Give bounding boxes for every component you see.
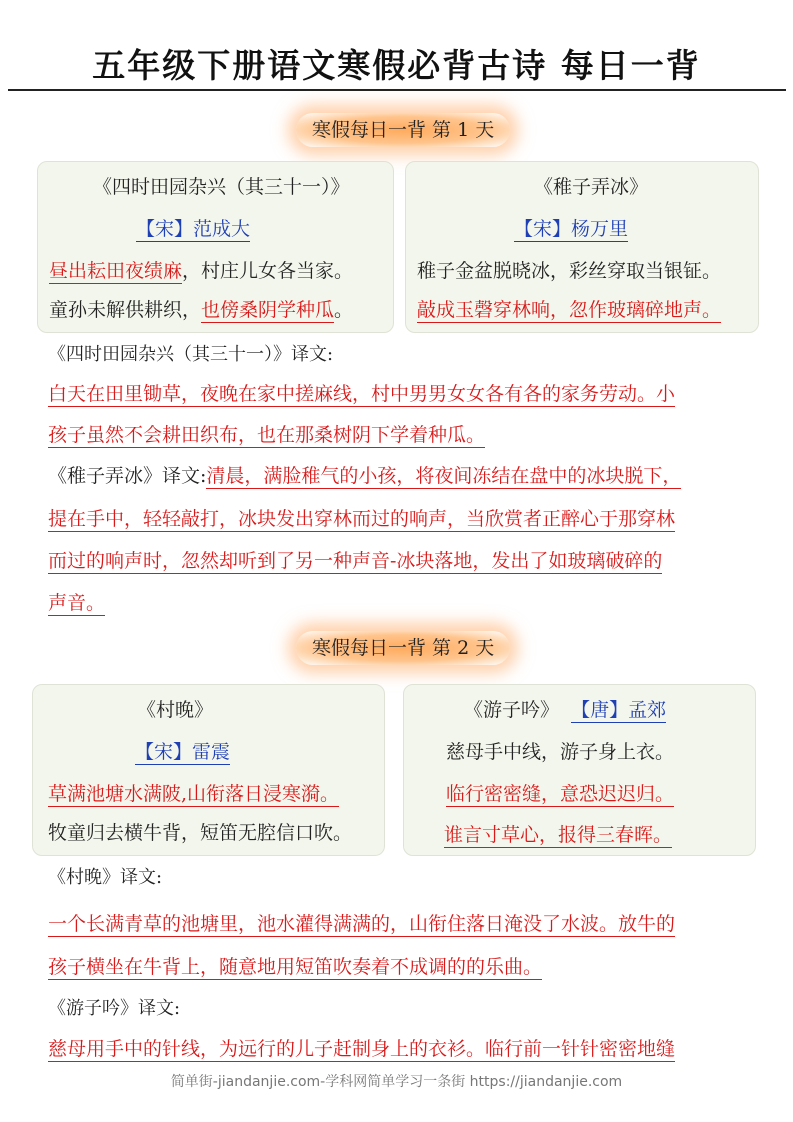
poem-line bbox=[444, 820, 672, 847]
page-footer: 简单街-jiandanjie.com-学科网简单学习一条街 https://jiandanjie.com bbox=[170, 1074, 623, 1090]
poem-line bbox=[49, 295, 353, 322]
translation-text: 孩子横坐在牛背上，随意地用短笛吹奏着不成调的的乐曲。 bbox=[48, 956, 543, 978]
translation-text: 而过的响声时，忽然却听到了另一种声音-冰块落地，发出了如玻璃破碎的 bbox=[48, 550, 663, 572]
highlighted-verse: 草满池塘水满陂,山衔落日浸寒漪。 bbox=[48, 783, 340, 805]
translation-label: 《稚子弄冰》译文: bbox=[48, 465, 207, 487]
translation-text: 白天在田里锄草，夜晚在家中搓麻线，村中男男女女各有各的家务劳动。小 bbox=[48, 383, 676, 405]
translation-label: 《村晚》译文: bbox=[48, 867, 163, 888]
translation-line bbox=[48, 420, 748, 447]
poem-line bbox=[417, 295, 721, 322]
poem-title: 《村晚》 bbox=[137, 699, 214, 721]
author-text: 【宋】范成大 bbox=[136, 218, 251, 240]
verse-text: ，村庄儿女各当家。 bbox=[182, 260, 354, 282]
translation-text: 提在手中，轻轻敲打，冰块发出穿林而过的响声，当欣赏者正醉心于那穿林 bbox=[48, 508, 676, 530]
page-title: 五年级下册语文寒假必背古诗 每日一背 bbox=[92, 46, 701, 85]
translation-line bbox=[48, 909, 748, 936]
translation-line bbox=[48, 379, 748, 406]
author-text: 【宋】杨万里 bbox=[514, 218, 629, 240]
translation-label: 《四时田园杂兴（其三十一）》译文: bbox=[48, 344, 334, 365]
translation-line bbox=[48, 461, 748, 488]
poem-title: 《稚子弄冰》 bbox=[534, 176, 649, 198]
verse-text: 童孙未解供耕织， bbox=[49, 299, 202, 321]
poem-heading bbox=[464, 695, 666, 722]
poem-title: 《四时田园杂兴（其三十一）》 bbox=[93, 176, 350, 198]
highlighted-verse: 谁言寸草心，报得三春晖。 bbox=[444, 824, 673, 846]
poem-author bbox=[514, 214, 628, 241]
highlighted-verse: 临行密密缝，意恐迟迟归。 bbox=[446, 783, 675, 805]
highlighted-verse: 昼出耘田夜绩麻 bbox=[49, 260, 183, 282]
translation-line bbox=[48, 588, 748, 615]
day-2-heading: 寒假每日一背 第 2 天 bbox=[296, 631, 510, 665]
title-divider bbox=[8, 89, 786, 91]
poem-card-day2-left bbox=[32, 684, 385, 856]
translation-line bbox=[48, 546, 748, 573]
poem-author bbox=[136, 214, 250, 241]
poem-line bbox=[446, 779, 674, 806]
translation-text: 一个长满青草的池塘里，池水灌得满满的，山衔住落日淹没了水波。放牛的 bbox=[48, 913, 676, 935]
poem-card-day2-right bbox=[403, 684, 756, 856]
poem-author bbox=[135, 737, 230, 764]
poem-line bbox=[49, 256, 353, 283]
poem-line bbox=[48, 779, 339, 806]
translation-text: 慈母用手中的针线，为远行的儿子赶制身上的衣衫。临行前一针针密密地缝 bbox=[48, 1038, 676, 1060]
day-1-heading: 寒假每日一背 第 1 天 bbox=[296, 113, 510, 147]
poem-line: 稚子金盆脱晓冰，彩丝穿取当银钲。 bbox=[417, 260, 722, 282]
translation-line bbox=[48, 504, 748, 531]
translation-line bbox=[48, 952, 748, 979]
highlighted-verse: 也傍桑阴学种瓜 bbox=[201, 299, 335, 321]
translation-text: 孩子虽然不会耕田织布，也在那桑树阴下学着种瓜。 bbox=[48, 424, 486, 446]
poem-card-day1-left bbox=[37, 161, 394, 333]
translation-label: 《游子吟》译文: bbox=[48, 998, 181, 1019]
highlighted-verse: 敲成玉磬穿林响，忽作玻璃碎地声。 bbox=[417, 299, 722, 321]
translation-text: 声音。 bbox=[48, 592, 106, 614]
translation-line bbox=[48, 1034, 748, 1061]
poem-line: 慈母手中线，游子身上衣。 bbox=[446, 741, 675, 763]
author-text: 【唐】孟郊 bbox=[571, 699, 667, 721]
translation-text: 清晨，满脸稚气的小孩，将夜间冻结在盘中的冰块脱下， bbox=[206, 465, 682, 487]
poem-card-day1-right bbox=[405, 161, 759, 333]
poem-title: 《游子吟》 bbox=[464, 699, 560, 721]
author-text: 【宋】雷震 bbox=[135, 741, 231, 763]
poem-line: 牧童归去横牛背，短笛无腔信口吹。 bbox=[48, 822, 353, 844]
verse-text: 。 bbox=[334, 299, 354, 321]
